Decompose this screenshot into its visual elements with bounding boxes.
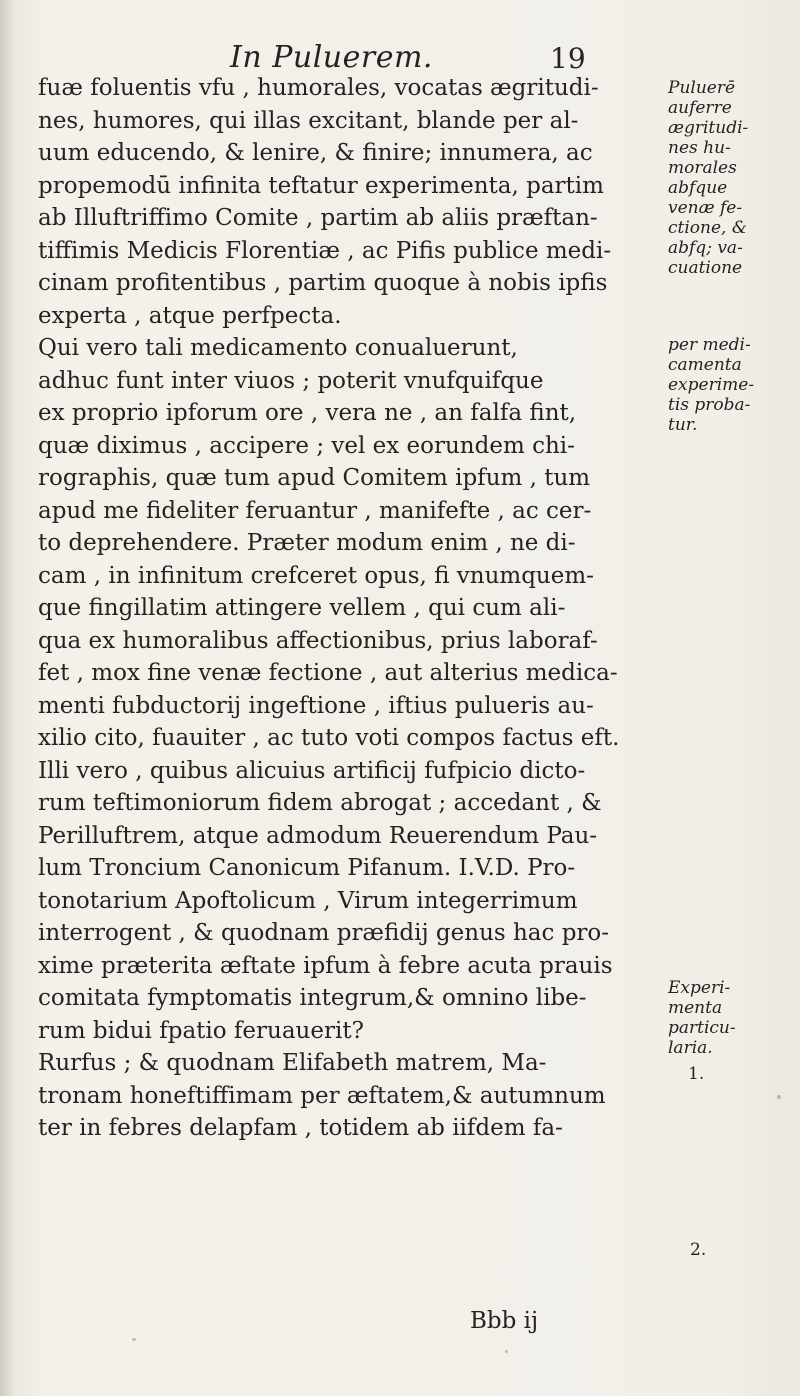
marginal-line: abfq; va- xyxy=(668,238,743,258)
running-title: In Puluerem. xyxy=(230,40,433,75)
main-text-block xyxy=(38,72,678,1145)
text-line: qua ex humoralibus affectionibus, prius laboraf- xyxy=(38,627,598,654)
text-line: apud me fideliter feruantur , manifefte , ac cer- xyxy=(38,497,592,524)
marginal-line: Puluerē xyxy=(668,78,736,98)
marginal-line: menta xyxy=(668,998,723,1018)
text-line: fet , mox fine venæ fectione , aut alterius medica- xyxy=(38,660,618,686)
marginal-line: cuatione xyxy=(668,258,743,278)
marginal-line: venæ fe- xyxy=(668,198,743,218)
marginal-line: tur. xyxy=(668,415,698,435)
text-line: ex proprio ipforum ore , vera ne , an falfa fint, xyxy=(38,400,577,426)
text-line: menti fubductorij ingeftione , iftius pulueris au- xyxy=(38,692,594,719)
marginal-line: Experi- xyxy=(668,978,731,998)
text-line: rum bidui fpatio feruauerit? xyxy=(38,1017,364,1044)
paper-speck xyxy=(777,1095,781,1099)
text-line: Qui vero tali medicamento conualuerunt, xyxy=(38,335,518,361)
text-line: tonotarium Apoftolicum , Virum integerrimum xyxy=(38,887,578,914)
text-line: rographis, quæ tum apud Comitem ipfum , tum xyxy=(38,465,591,491)
text-line: Perilluftrem, atque admodum Reuerendum Pau- xyxy=(38,822,598,849)
marginal-numeral-2: 2. xyxy=(690,1240,707,1260)
text-line: rum teftimoniorum fidem abrogat ; accedant , & xyxy=(38,790,602,816)
catchword-signature: Bbb ij xyxy=(470,1308,539,1334)
text-line: Illi vero , quibus alicuius artificij fufpicio dicto- xyxy=(38,757,586,784)
marginal-line: particu- xyxy=(668,1018,736,1038)
text-line: cam , in infinitum crefceret opus, fi vnumquem- xyxy=(38,562,594,589)
marginal-line: ægritudi- xyxy=(668,118,749,138)
marginal-line: per medi- xyxy=(668,335,751,355)
marginal-note-1 xyxy=(668,78,748,278)
marginal-line: ctione, & xyxy=(668,218,747,238)
text-line: nes, humores, qui illas excitant, blande per al- xyxy=(38,107,579,134)
text-line: ab Illuftriffimo Comite , partim ab aliis præftan- xyxy=(38,205,598,231)
marginal-numeral-1: 1. xyxy=(688,1064,705,1084)
text-line: que fingillatim attingere vellem , qui cum ali- xyxy=(38,595,566,621)
text-line: interrogent , & quodnam præfidij genus hac pro- xyxy=(38,920,610,946)
marginal-line: nes hu- xyxy=(668,138,731,158)
gutter-shadow xyxy=(0,0,14,1396)
text-line: ter in febres delapfam , totidem ab iifdem fa- xyxy=(38,1115,563,1141)
text-line: Rurfus ; & quodnam Elifabeth matrem, Ma- xyxy=(38,1050,547,1076)
paper-speck xyxy=(132,1338,136,1341)
marginal-line: tis proba- xyxy=(668,395,751,415)
text-line: lum Troncium Canonicum Pifanum. I.V.D. Pro- xyxy=(38,855,576,881)
text-line: uum educendo, & lenire, & finire; innumera, ac xyxy=(38,140,593,166)
text-line: experta , atque perfpecta. xyxy=(38,302,342,329)
marginal-line: abfque xyxy=(668,178,728,198)
marginal-note-2 xyxy=(668,335,754,435)
text-line: cinam profitentibus , partim quoque à nobis ipfis xyxy=(38,270,608,296)
marginal-line: morales xyxy=(668,158,737,178)
marginal-line: experime- xyxy=(668,375,755,395)
text-line: tiffimis Medicis Florentiæ , ac Pifis publice medi- xyxy=(38,237,612,264)
paper-speck xyxy=(505,1350,508,1353)
text-line: fuæ foluentis vfu , humorales, vocatas ægritudi- xyxy=(38,75,599,101)
text-line: xime præterita æftate ipfum à febre acuta prauis xyxy=(38,952,613,979)
marginal-line: auferre xyxy=(668,98,732,118)
text-line: comitata fymptomatis integrum,& omnino libe- xyxy=(38,985,587,1011)
text-line: adhuc funt inter viuos ; poterit vnufquifque xyxy=(38,367,544,394)
text-line: xilio cito, fuauiter , ac tuto voti compos factus eft. xyxy=(38,725,620,751)
page-number: 19 xyxy=(550,42,586,75)
text-line: tronam honeftiffimam per æftatem,& autumnum xyxy=(38,1082,606,1109)
text-line: quæ diximus , accipere ; vel ex eorundem chi- xyxy=(38,432,575,459)
text-line: propemodū infinita teftatur experimenta, partim xyxy=(38,172,604,199)
marginal-line: camenta xyxy=(668,355,742,375)
marginal-note-3 xyxy=(668,978,736,1058)
text-line: to deprehendere. Præter modum enim , ne di- xyxy=(38,530,576,556)
marginal-line: laria. xyxy=(668,1038,713,1058)
